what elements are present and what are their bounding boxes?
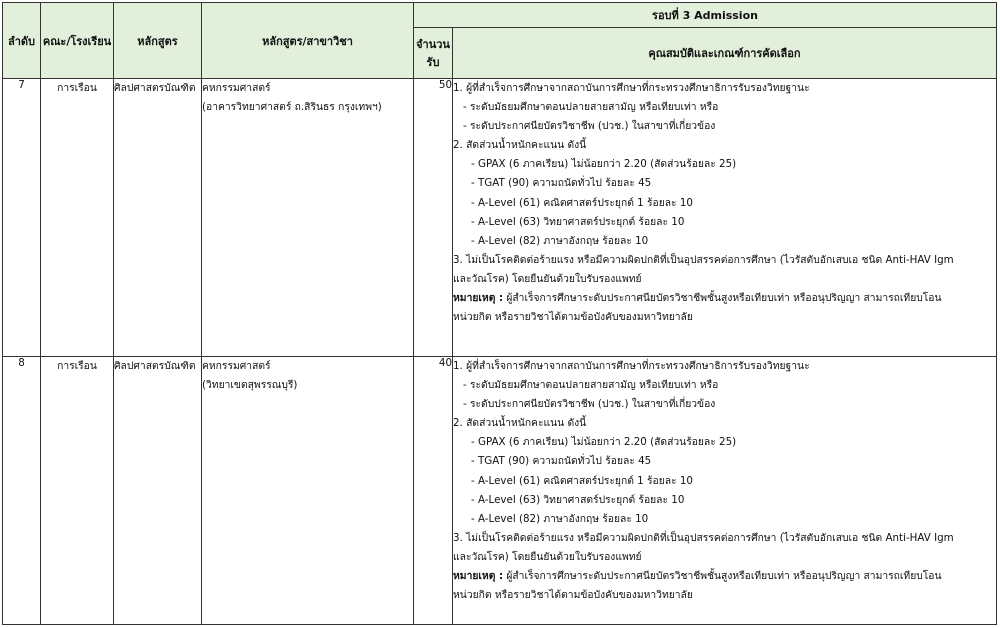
table-row — [3, 357, 997, 625]
header-faculty: คณะ/โรงเรียน — [41, 3, 114, 79]
header-program: หลักสูตร — [114, 3, 202, 79]
campus-name: (อาคารวิทยาศาสตร์ ถ.สิรินธร กรุงเทพฯ) — [202, 101, 382, 113]
criteria-line: - ระดับมัธยมศึกษาตอนปลายสายสามัญ หรือเทียบเท่า หรือ — [463, 101, 719, 114]
note-line — [453, 289, 996, 308]
header-major: หลักสูตร/สาขาวิชา — [202, 3, 414, 79]
major-name: คหกรรมศาสตร์ — [202, 360, 271, 372]
note-line — [453, 567, 996, 586]
criteria-line: - ระดับมัธยมศึกษาตอนปลายสายสามัญ หรือเทียบเท่า หรือ — [463, 379, 719, 392]
cell-no: 7 — [3, 79, 41, 357]
criteria-line: - GPAX (6 ภาคเรียน) ไม่น้อยกว่า 2.20 (สัดส่วนร้อยละ 25) — [471, 436, 737, 449]
criteria-line: 2. สัดส่วนน้ำหนักคะแนน ดังนี้ — [453, 417, 587, 430]
header-seats-line1: จำนวน — [416, 38, 450, 51]
cell-program: ศิลปศาสตรบัณฑิต — [114, 79, 202, 357]
criteria-line: 2. สัดส่วนน้ำหนักคะแนน ดังนี้ — [453, 139, 587, 152]
criteria-line: และวัณโรค) โดยยืนยันด้วยใบรับรองแพทย์ — [453, 550, 642, 563]
criteria-line: - GPAX (6 ภาคเรียน) ไม่น้อยกว่า 2.20 (สัดส่วนร้อยละ 25) — [471, 158, 737, 171]
note-text: ผู้สำเร็จการศึกษาระดับประกาศนียบัตรวิชาชีพชั้นสูงหรือเทียบเท่า หรืออนุปริญญา สามารถเทียบโอน — [503, 570, 942, 583]
cell-major — [202, 357, 414, 625]
criteria-line: 3. ไม่เป็นโรคติดต่อร้ายแรง หรือมีความผิดปกติที่เป็นอุปสรรคต่อการศึกษา (ไวรัสตับอักเสบเอ ชนิด Anti-HAV Igm — [453, 531, 954, 544]
criteria-line: - A-Level (61) คณิตศาสตร์ประยุกต์ 1 ร้อยละ 10 — [471, 196, 693, 209]
criteria-line: - ระดับประกาศนียบัตรวิชาชีพ (ปวช.) ในสาขาที่เกี่ยวข้อง — [463, 398, 716, 411]
header-round: รอบที่ 3 Admission — [414, 3, 997, 28]
cell-major — [202, 79, 414, 357]
cell-program: ศิลปศาสตรบัณฑิต — [114, 357, 202, 625]
criteria-line: - ระดับประกาศนียบัตรวิชาชีพ (ปวช.) ในสาขาที่เกี่ยวข้อง — [463, 120, 716, 133]
major-name: คหกรรมศาสตร์ — [202, 82, 271, 94]
criteria-line: และวัณโรค) โดยยืนยันด้วยใบรับรองแพทย์ — [453, 272, 642, 285]
criteria-line: - A-Level (63) วิทยาศาสตร์ประยุกต์ ร้อยละ 10 — [471, 493, 685, 506]
note-line: หน่วยกิต หรือรายวิชาได้ตามข้อบังคับของมหาวิทยาลัย — [453, 589, 693, 602]
header-criteria: คุณสมบัติและเกณฑ์การคัดเลือก — [453, 28, 997, 79]
admission-table — [2, 2, 997, 625]
cell-criteria — [453, 357, 997, 625]
criteria-line: - A-Level (82) ภาษาอังกฤษ ร้อยละ 10 — [471, 512, 649, 525]
criteria-line: 1. ผู้ที่สำเร็จการศึกษาจากสถาบันการศึกษาที่กระทรวงศึกษาธิการรับรองวิทยฐานะ — [453, 360, 810, 372]
note-text: ผู้สำเร็จการศึกษาระดับประกาศนียบัตรวิชาชีพชั้นสูงหรือเทียบเท่า หรืออนุปริญญา สามารถเทียบโอน — [503, 292, 942, 305]
note-label: หมายเหตุ : — [453, 292, 504, 305]
criteria-line: 3. ไม่เป็นโรคติดต่อร้ายแรง หรือมีความผิดปกติที่เป็นอุปสรรคต่อการศึกษา (ไวรัสตับอักเสบเอ ชนิด Anti-HAV Igm — [453, 253, 954, 266]
cell-criteria — [453, 79, 997, 357]
criteria-line: 1. ผู้ที่สำเร็จการศึกษาจากสถาบันการศึกษาที่กระทรวงศึกษาธิการรับรองวิทยฐานะ — [453, 82, 810, 94]
header-no: ลำดับ — [3, 3, 41, 79]
cell-faculty: การเรือน — [41, 357, 114, 625]
campus-name: (วิทยาเขตสุพรรณบุรี) — [202, 379, 298, 391]
header-seats-line2: รับ — [426, 56, 440, 69]
table-row — [3, 79, 997, 357]
criteria-line: - A-Level (63) วิทยาศาสตร์ประยุกต์ ร้อยละ 10 — [471, 215, 685, 228]
cell-faculty: การเรือน — [41, 79, 114, 357]
note-label: หมายเหตุ : — [453, 570, 504, 583]
criteria-line: - TGAT (90) ความถนัดทั่วไป ร้อยละ 45 — [471, 455, 652, 468]
cell-no: 8 — [3, 357, 41, 625]
note-line: หน่วยกิต หรือรายวิชาได้ตามข้อบังคับของมหาวิทยาลัย — [453, 311, 693, 324]
criteria-line: - A-Level (61) คณิตศาสตร์ประยุกต์ 1 ร้อยละ 10 — [471, 474, 693, 487]
criteria-line: - TGAT (90) ความถนัดทั่วไป ร้อยละ 45 — [471, 177, 652, 190]
criteria-line: - A-Level (82) ภาษาอังกฤษ ร้อยละ 10 — [471, 234, 649, 247]
cell-seats: 40 — [414, 357, 453, 625]
cell-seats: 50 — [414, 79, 453, 357]
header-seats — [414, 28, 453, 79]
